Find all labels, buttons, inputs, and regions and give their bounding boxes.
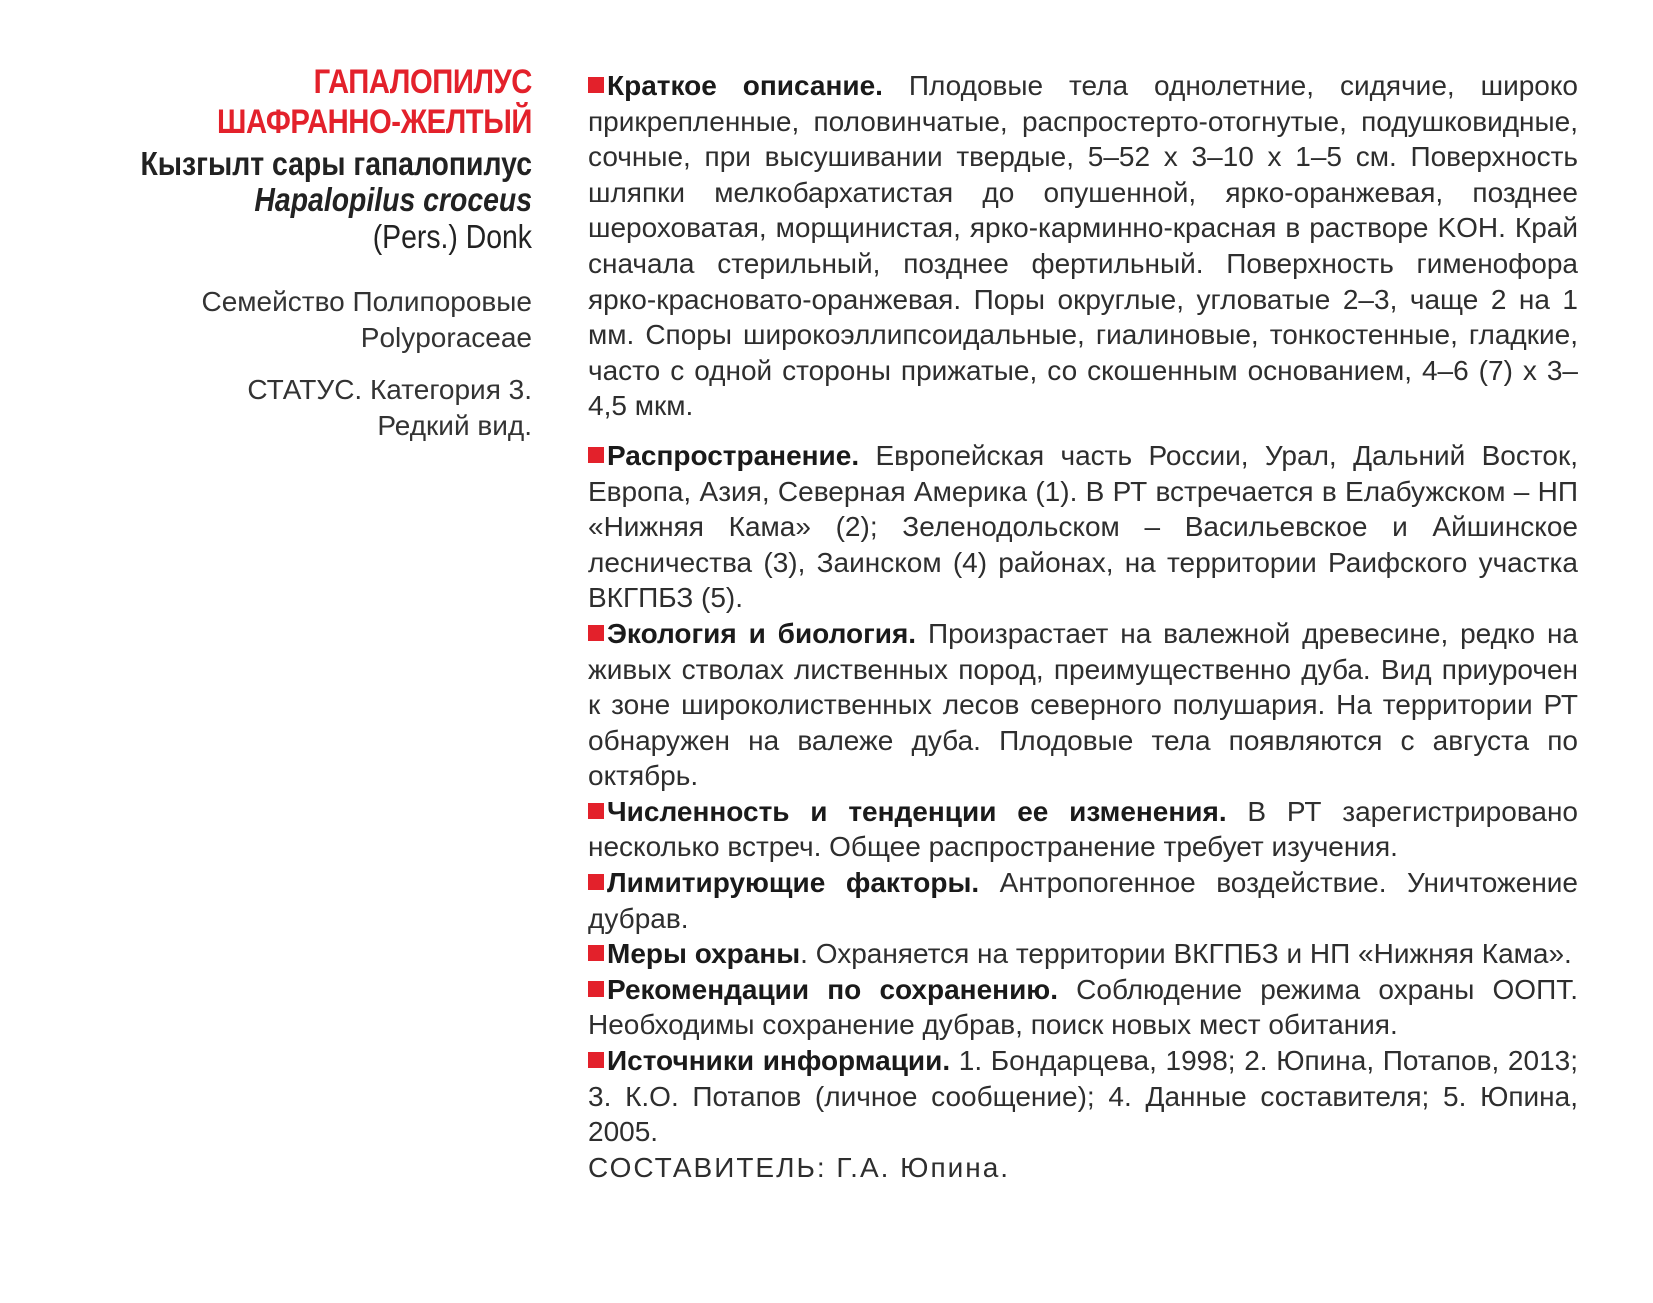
section-text: 1. Бондарцева, 1998; 2. Юпина, Потапов, 2013; 3. К.О. Потапов (личное сообщение); 4. Данные составителя; 5. Юпина, 2005. [588,1045,1578,1148]
species-name-ru-line2: ШАФРАННО-ЖЕЛТЫЙ [216,103,532,141]
section-heading: Меры охраны [607,938,801,970]
section-sources [588,1043,1578,1150]
species-name-ru-line1: ГАПАЛОПИЛУС [313,63,532,101]
red-square-bullet-icon [588,945,604,961]
section-recommendations [588,972,1578,1043]
section-ecology [588,616,1578,794]
red-square-bullet-icon [588,625,604,641]
species-name-latin: Hapalopilus croceus [254,181,532,218]
family-block [60,284,532,356]
red-square-bullet-icon [588,77,604,93]
section-heading: Численность и тенденции ее изменения. [607,795,1227,827]
section-population [588,794,1578,865]
section-text: Произрастает на валежной древесине, редко на живых стволах лиственных пород, преимущественно дуба. Вид приурочен к зоне широколиственных лесов северного полушария. На территории РТ обнаружен на валеже дуба. Плодовые тела появляются с августа по октябрь. [588,617,1578,792]
section-text: . Охраняется на территории ВКГПБЗ и НП «Нижняя Кама». [800,938,1572,970]
section-short-description [588,68,1578,424]
section-heading: Экология и биология. [607,617,917,649]
status-block [60,372,532,444]
section-text: Плодовые тела однолетние, сидячие, широко прикрепленные, половинчатые, распростерто-отогнутые, подушковидные, сочные, при высушивании твердые, 5–52 x 3–10 x 1–5 см. Поверхность шляпки мелкобархатистая до опушенной, ярко-оранжевая, позднее шероховатая, морщинистая, ярко-карминно-красная в растворе KOH. Край сначала стерильный, позднее фертильный. Поверхность гименофора ярко-красновато-оранжевая. Поры округлые, угловатые 2–3, чаще 2 на 1 мм. Споры широкоэллипсоидальные, гиалиновые, тонкостенные, гладкие, часто с одной стороны прижатые, со скошенным основанием, 4–6 (7) x 3–4,5 мкм. [588,70,1578,422]
section-protection-measures [588,936,1578,972]
red-square-bullet-icon [588,1052,604,1068]
species-header [60,62,532,444]
section-heading: Краткое описание. [607,70,883,101]
section-distribution [588,438,1578,616]
section-heading: Рекомендации по сохранению. [607,973,1058,1005]
section-text: Европейская часть России, Урал, Дальний Восток, Европа, Азия, Северная Америка (1). В РТ встречается в Елабужском – НП «Нижняя Кама» (2); Зеленодольском – Васильевское и Айшинское лесничества (3), Заинском (4) районах, на территории Раифского участка ВКГПБЗ (5). [588,439,1578,614]
red-square-bullet-icon [588,447,604,463]
family-name-ru: Семейство Полипоровые [201,286,532,317]
section-heading: Распространение. [607,439,860,471]
family-name-latin: Polyporaceae [360,322,532,353]
red-square-bullet-icon [588,981,604,997]
status-category: СТАТУС. Категория 3. [247,374,532,405]
section-text: Антропогенное воздействие. Уничтожение дубрав. [588,867,1578,934]
species-author: (Pers.) Donk [372,218,532,255]
red-square-bullet-icon [588,874,604,890]
species-name-tatar: Кызгылт сары гапалопилус [140,145,532,182]
species-name-ru [126,62,532,142]
species-description [588,68,1578,1185]
section-limiting-factors [588,865,1578,936]
section-text: В РТ зарегистрировано несколько встреч. Общее распространение требует изучения. [588,795,1578,863]
section-heading: Источники информации. [607,1045,951,1077]
red-square-bullet-icon [588,803,604,819]
section-heading: Лимитирующие факторы. [607,867,980,899]
section-text: Соблюдение режима охраны ООПТ. Необходимы сохранение дубрав, поиск новых мест обитания. [588,973,1578,1041]
status-description: Редкий вид. [377,410,532,441]
compiler-credit: СОСТАВИТЕЛЬ: Г.А. Юпина. [588,1151,1011,1183]
